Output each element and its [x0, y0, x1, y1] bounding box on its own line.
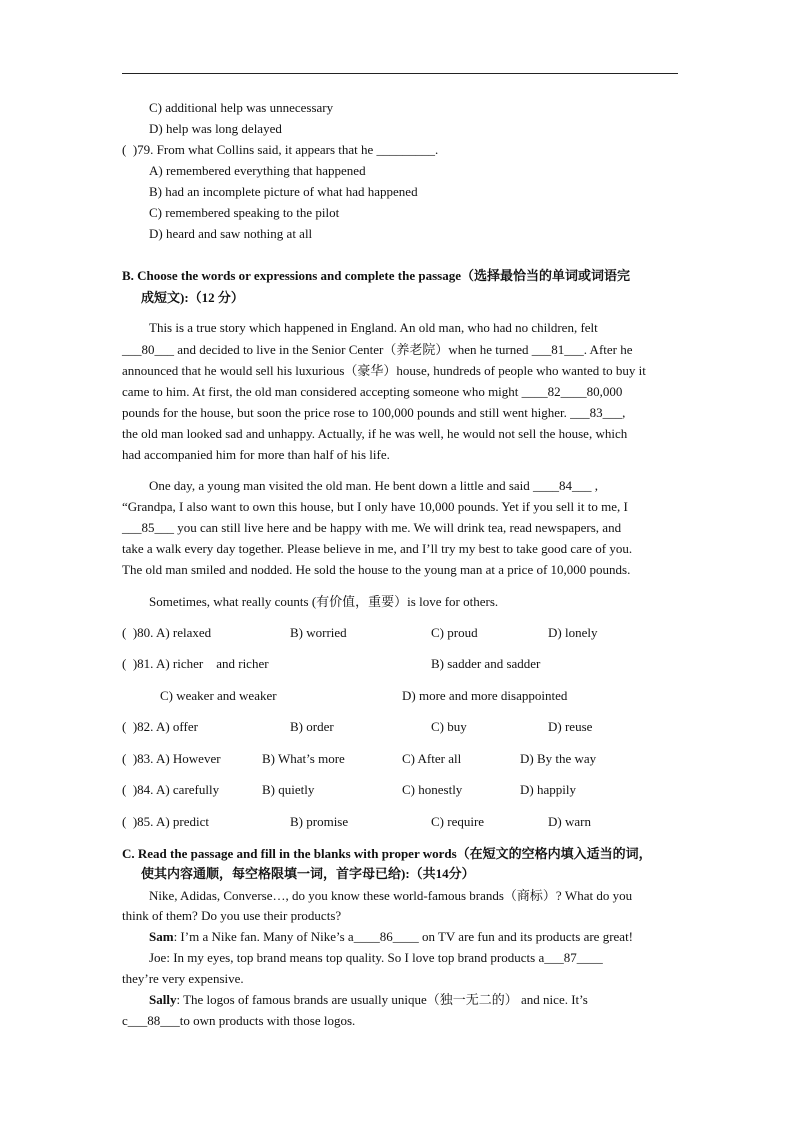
q84-option-c: C) honestly: [402, 782, 463, 797]
passage-c-line: Nike, Adidas, Converse…, do you know these world-famous brands（商标）? What do you: [149, 888, 633, 903]
section-c-heading: C. Read the passage and fill in the blanks with proper words（在短文的空格内填入适当的词，: [122, 846, 652, 861]
section-b-heading-cont: 成短文):（12 分）: [141, 290, 244, 305]
passage-b-line: “Grandpa, I also want to own this house, but I only have 10,000 pounds. Yet if you sell it to me, I: [122, 499, 628, 514]
passage-b-line: came to him. At first, the old man considered accepting someone who might ____82____80,000: [122, 384, 623, 399]
passage-b-line: This is a true story which happened in England. An old man, who had no children, felt: [149, 320, 598, 335]
passage-c-line: think of them? Do you use their products?: [122, 908, 342, 923]
dialogue-sam: [149, 929, 633, 945]
q78-option-c: C) additional help was unnecessary: [149, 100, 334, 115]
q82-option-d: D) reuse: [548, 719, 593, 734]
q83-option-b: B) What’s more: [262, 751, 345, 766]
q84-option-a: ( )84. A) carefully: [122, 782, 220, 797]
q79-option-a: A) remembered everything that happened: [149, 163, 366, 178]
dialogue-sally: [149, 992, 588, 1008]
q81-option-d: D) more and more disappointed: [402, 688, 568, 703]
passage-b-line: the old man looked sad and unhappy. Actually, if he was well, he would not sell the house, which: [122, 426, 628, 441]
dialogue-joe-cont: they’re very expensive.: [122, 971, 244, 986]
q81-option-a: ( )81. A) richer and richer: [122, 656, 269, 671]
section-c-heading-cont: 使其内容通顺，每空格限填一词，首字母已给):（共14分）: [141, 866, 475, 881]
q85-option-a: ( )85. A) predict: [122, 814, 210, 829]
dialogue-joe: Joe: In my eyes, top brand means top quality. So I love top brand products a___87____: [149, 950, 603, 965]
sam-line: : I’m a Nike fan. Many of Nike’s a____86____ on TV are fun and its products are great!: [173, 929, 634, 944]
passage-b-line: pounds for the house, but soon the price rose to 100,000 pounds and still went higher. ___83___,: [122, 405, 626, 420]
q80-option-b: B) worried: [290, 625, 347, 640]
speaker-sam: Sam: [149, 929, 174, 944]
section-b-heading: B. Choose the words or expressions and complete the passage（选择最恰当的单词或词语完: [122, 268, 630, 283]
header-rule: [122, 73, 678, 74]
q81-option-c: C) weaker and weaker: [160, 688, 277, 703]
passage-b-line: One day, a young man visited the old man. He bent down a little and said ____84___ ,: [149, 478, 599, 493]
q85-option-b: B) promise: [290, 814, 349, 829]
q79-option-b: B) had an incomplete picture of what had happened: [149, 184, 418, 199]
q78-option-d: D) help was long delayed: [149, 121, 282, 136]
passage-b-line: ___80___ and decided to live in the Senior Center（养老院）when he turned ___81___. After he: [122, 342, 633, 357]
q82-option-c: C) buy: [431, 719, 467, 734]
q83-option-d: D) By the way: [520, 751, 597, 766]
q85-option-c: C) require: [431, 814, 485, 829]
q81-option-b: B) sadder and sadder: [431, 656, 541, 671]
q79-stem: ( )79. From what Collins said, it appears that he _________.: [122, 142, 439, 157]
sally-line: : The logos of famous brands are usually unique（独一无二的） and nice. It’s: [176, 992, 588, 1007]
q80-option-d: D) lonely: [548, 625, 598, 640]
q80-option-c: C) proud: [431, 625, 478, 640]
q83-option-a: ( )83. A) However: [122, 751, 221, 766]
passage-b-line: ___85___ you can still live here and be happy with me. We will drink tea, read newspapers, and: [122, 520, 622, 535]
passage-b-line: had accompanied him for more than half of his life.: [122, 447, 390, 462]
passage-b-line: Sometimes, what really counts (有价值，重要）is love for others.: [149, 594, 499, 609]
q82-option-a: ( )82. A) offer: [122, 719, 198, 734]
passage-b-line: The old man smiled and nodded. He sold the house to the young man at a price of 10,000 pounds.: [122, 562, 631, 577]
q84-option-b: B) quietly: [262, 782, 315, 797]
q82-option-b: B) order: [290, 719, 334, 734]
q80-option-a: ( )80. A) relaxed: [122, 625, 212, 640]
q79-option-c: C) remembered speaking to the pilot: [149, 205, 340, 220]
q83-option-c: C) After all: [402, 751, 462, 766]
q79-option-d: D) heard and saw nothing at all: [149, 226, 313, 241]
dialogue-sally-cont: c___88___to own products with those logos.: [122, 1013, 356, 1028]
q84-option-d: D) happily: [520, 782, 576, 797]
q85-option-d: D) warn: [548, 814, 591, 829]
passage-b-line: announced that he would sell his luxurious（豪华）house, hundreds of people who wanted to buy it: [122, 363, 646, 378]
passage-b-line: take a walk every day together. Please believe in me, and I’ll try my best to take good care of you.: [122, 541, 633, 556]
speaker-sally: Sally: [149, 992, 177, 1007]
